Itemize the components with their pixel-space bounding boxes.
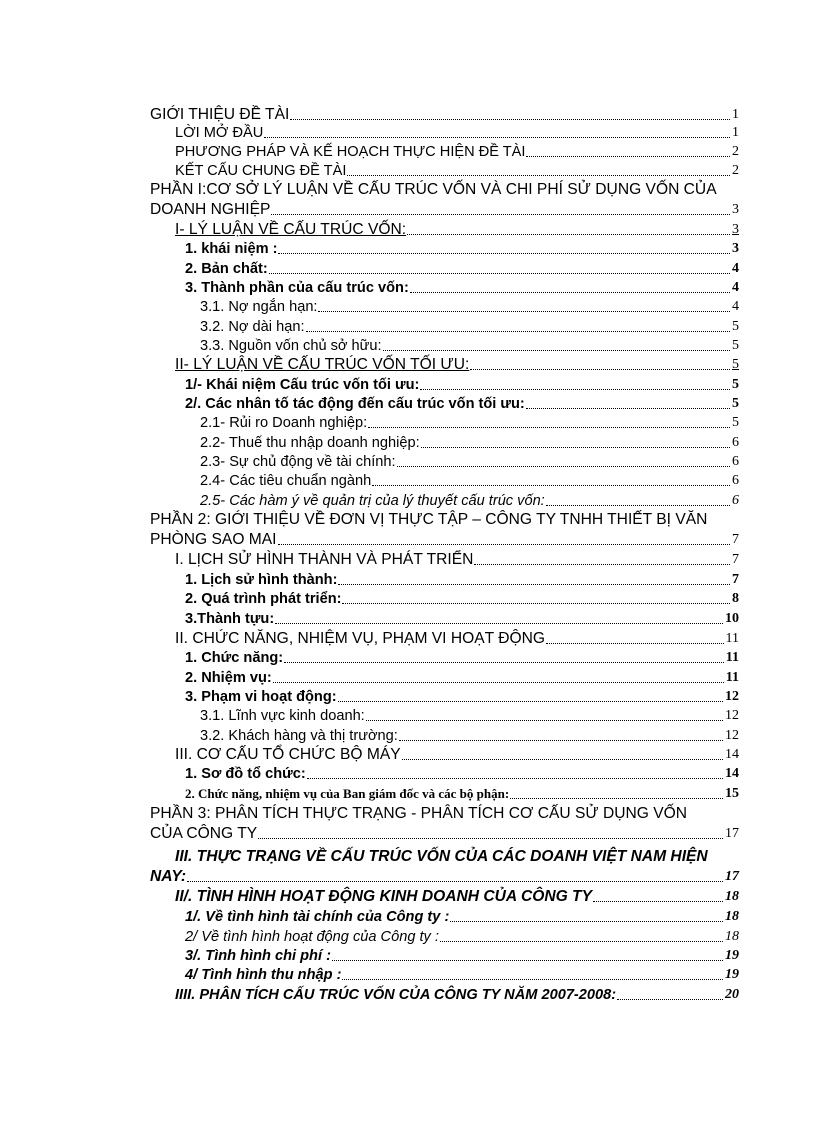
toc-page-number: 2 bbox=[732, 163, 739, 178]
toc-leader-dots bbox=[407, 234, 730, 235]
toc-page-number: 14 bbox=[725, 766, 739, 781]
toc-leader-dots bbox=[450, 921, 723, 922]
toc-entry-title: III. CƠ CẤU TỔ CHỨC BỘ MÁY bbox=[175, 746, 401, 763]
toc-entry-title: 2. Quá trình phát triển: bbox=[185, 591, 342, 607]
toc-page-number: 11 bbox=[725, 631, 739, 646]
toc-entry[interactable] bbox=[185, 240, 739, 258]
toc-leader-dots bbox=[526, 408, 730, 409]
toc-entry-title: 3.Thành tựu: bbox=[185, 611, 275, 627]
toc-entry-title: IIII. PHÂN TÍCH CẤU TRÚC VỐN CỦA CÔNG TY NĂM 2007-2008: bbox=[175, 987, 617, 1003]
toc-leader-dots bbox=[275, 623, 723, 624]
toc-entry[interactable] bbox=[200, 414, 739, 432]
toc-entry[interactable] bbox=[150, 825, 739, 843]
toc-leader-dots bbox=[368, 427, 730, 428]
toc-entry[interactable] bbox=[185, 260, 739, 278]
toc-page-number: 5 bbox=[732, 377, 739, 392]
toc-leader-dots bbox=[338, 584, 730, 585]
toc-entry[interactable] bbox=[185, 610, 739, 628]
toc-page-number: 4 bbox=[732, 261, 739, 276]
toc-page-number: 19 bbox=[725, 948, 739, 963]
toc-page-number: 18 bbox=[725, 889, 739, 904]
toc-leader-dots bbox=[420, 389, 730, 390]
toc-entry[interactable] bbox=[175, 746, 739, 764]
toc-entry-title: I- LÝ LUẬN VỀ CẤU TRÚC VỐN: bbox=[175, 221, 407, 238]
toc-leader-dots bbox=[332, 960, 723, 961]
toc-leader-dots bbox=[271, 214, 730, 215]
toc-leader-dots bbox=[278, 544, 730, 545]
toc-page-number: 6 bbox=[732, 493, 739, 508]
toc-entry[interactable] bbox=[200, 337, 739, 355]
toc-leader-dots bbox=[187, 881, 723, 882]
toc-entry-title: 3.2. Khách hàng và thị trường: bbox=[200, 728, 398, 744]
toc-entry[interactable] bbox=[175, 162, 739, 180]
toc-leader-dots bbox=[402, 759, 723, 760]
toc-page-number: 5 bbox=[732, 338, 739, 353]
toc-entry-title: 3. Phạm vi hoạt động: bbox=[185, 689, 337, 705]
toc-leader-dots bbox=[258, 838, 723, 839]
toc-leader-dots bbox=[366, 720, 723, 721]
toc-entry[interactable] bbox=[175, 356, 739, 374]
toc-leader-dots bbox=[546, 643, 724, 644]
toc-entry[interactable] bbox=[185, 669, 739, 687]
toc-leader-dots bbox=[278, 253, 730, 254]
toc-page-number: 5 bbox=[732, 396, 739, 411]
toc-leader-dots bbox=[307, 778, 723, 779]
toc-entry-title: 3.3. Nguồn vốn chủ sở hữu: bbox=[200, 338, 382, 354]
toc-entry-title: LỜI MỞ ĐẦU bbox=[175, 125, 264, 141]
toc-entry-title: PHẦN 3: PHÂN TÍCH THỰC TRẠNG - PHÂN TÍCH CƠ CẤU SỬ DỤNG VỐN bbox=[150, 805, 688, 822]
toc-leader-dots bbox=[421, 447, 730, 448]
toc-page-number: 19 bbox=[725, 967, 739, 982]
toc-entry-title: 2/. Các nhân tố tác động đến cấu trúc vốn tối ưu: bbox=[185, 396, 525, 412]
toc-page-number: 11 bbox=[725, 650, 739, 665]
toc-entry[interactable] bbox=[200, 492, 739, 510]
toc-entry-title: 2. Bản chất: bbox=[185, 261, 268, 277]
toc-entry[interactable] bbox=[175, 143, 739, 161]
toc-leader-dots bbox=[342, 603, 730, 604]
toc-entry[interactable] bbox=[185, 765, 739, 783]
toc-leader-dots bbox=[440, 941, 723, 942]
toc-page-number: 20 bbox=[725, 987, 739, 1002]
toc-entry-title: KẾT CẤU CHUNG ĐỀ TÀI bbox=[175, 163, 347, 179]
toc-entry[interactable] bbox=[150, 201, 739, 219]
toc-entry-title: 2.1- Rủi ro Doanh nghiệp: bbox=[200, 415, 368, 431]
toc-entry-title: PHẦN 2: GIỚI THIỆU VỀ ĐƠN VỊ THỰC TẬP – CÔNG TY TNHH THIẾT BỊ VĂN bbox=[150, 511, 708, 528]
toc-entry[interactable] bbox=[175, 551, 739, 569]
toc-entry-title: 1. Sơ đồ tổ chức: bbox=[185, 766, 306, 782]
toc-page-number: 3 bbox=[732, 222, 739, 237]
toc-page-number: 4 bbox=[732, 280, 739, 295]
toc-leader-dots bbox=[318, 311, 730, 312]
toc-leader-dots bbox=[593, 901, 723, 902]
toc-leader-dots bbox=[273, 682, 724, 683]
toc-entry[interactable] bbox=[185, 785, 739, 803]
toc-page-number: 15 bbox=[725, 786, 739, 801]
toc-page-number: 7 bbox=[732, 552, 739, 567]
toc-entry-title: II. CHỨC NĂNG, NHIỆM VỤ, PHẠM VI HOẠT ĐỘNG bbox=[175, 630, 545, 647]
toc-leader-dots bbox=[372, 485, 730, 486]
toc-page-number: 6 bbox=[732, 435, 739, 450]
toc-entry-title: 4/ Tình hình thu nhập : bbox=[185, 967, 342, 983]
toc-entry-title: II/. TÌNH HÌNH HOẠT ĐỘNG KINH DOANH CỦA CÔNG TY bbox=[175, 888, 592, 905]
toc-entry[interactable] bbox=[150, 181, 739, 199]
toc-entry-title: PHƯƠNG PHÁP VÀ KẾ HOẠCH THỰC HIỆN ĐỀ TÀI bbox=[175, 144, 526, 160]
toc-entry-title: 2.5- Các hàm ý về quản trị của lý thuyết cấu trúc vốn: bbox=[200, 493, 545, 509]
toc-entry-title: NAY: bbox=[150, 868, 187, 885]
toc-page-number: 14 bbox=[725, 747, 739, 762]
toc-leader-dots bbox=[383, 350, 730, 351]
toc-entry[interactable] bbox=[150, 868, 739, 886]
toc-entry[interactable] bbox=[175, 124, 739, 142]
toc-page-number: 17 bbox=[725, 869, 739, 884]
toc-page-number: 7 bbox=[732, 572, 739, 587]
toc-page-number: 5 bbox=[732, 319, 739, 334]
toc-entry-title: 1. Lịch sử hình thành: bbox=[185, 572, 338, 588]
toc-entry-title: 1. khái niệm : bbox=[185, 241, 278, 257]
toc-leader-dots bbox=[306, 331, 731, 332]
toc-entry[interactable] bbox=[185, 376, 739, 394]
toc-entry-title: 1/- Khái niệm Cấu trúc vốn tối ưu: bbox=[185, 377, 420, 393]
toc-leader-dots bbox=[397, 466, 730, 467]
toc-entry-title: 1. Chức năng: bbox=[185, 650, 284, 666]
toc-entry[interactable] bbox=[150, 106, 739, 124]
toc-entry-title: GIỚI THIỆU ĐỀ TÀI bbox=[150, 106, 290, 123]
toc-leader-dots bbox=[269, 273, 730, 274]
toc-leader-dots bbox=[510, 798, 723, 799]
toc-page-number: 1 bbox=[732, 125, 739, 140]
toc-page-number: 6 bbox=[732, 473, 739, 488]
toc-page-number: 3 bbox=[732, 241, 739, 256]
toc-entry-title: I. LỊCH SỬ HÌNH THÀNH VÀ PHÁT TRIỂN bbox=[175, 551, 474, 568]
toc-leader-dots bbox=[399, 740, 723, 741]
toc-entry-title: CỦA CÔNG TY bbox=[150, 825, 258, 842]
toc-entry[interactable] bbox=[175, 630, 739, 648]
toc-entry[interactable] bbox=[185, 688, 739, 706]
toc-entry-title: 2.3- Sự chủ động về tài chính: bbox=[200, 454, 396, 470]
toc-entry[interactable] bbox=[200, 298, 739, 316]
toc-entry-title: II- LÝ LUẬN VỀ CẤU TRÚC VỐN TỐI ƯU: bbox=[175, 356, 470, 373]
toc-leader-dots bbox=[264, 137, 730, 138]
toc-entry[interactable] bbox=[200, 453, 739, 471]
toc-entry[interactable] bbox=[175, 221, 739, 239]
toc-entry-title: 2. Chức năng, nhiệm vụ của Ban giám đốc và các bộ phận: bbox=[185, 786, 510, 801]
toc-entry[interactable] bbox=[185, 966, 739, 984]
toc-leader-dots bbox=[290, 119, 730, 120]
toc-entry[interactable] bbox=[185, 908, 739, 926]
toc-leader-dots bbox=[474, 564, 730, 565]
toc-entry[interactable] bbox=[185, 395, 739, 413]
toc-entry[interactable] bbox=[200, 472, 739, 490]
toc-leader-dots bbox=[470, 369, 730, 370]
toc-leader-dots bbox=[347, 175, 730, 176]
toc-entry-title: 2.2- Thuế thu nhập doanh nghiệp: bbox=[200, 435, 420, 451]
toc-entry[interactable] bbox=[175, 848, 739, 866]
toc-entry[interactable] bbox=[185, 571, 739, 589]
toc-entry-title: 2.4- Các tiêu chuẩn ngành bbox=[200, 473, 372, 489]
toc-entry[interactable] bbox=[150, 805, 739, 823]
toc-leader-dots bbox=[338, 701, 723, 702]
toc-entry-title: 1/. Về tình hình tài chính của Công ty : bbox=[185, 909, 450, 925]
toc-page-number: 5 bbox=[732, 357, 739, 372]
toc-leader-dots bbox=[410, 292, 730, 293]
toc-page-number: 12 bbox=[725, 689, 739, 704]
toc-page-number: 17 bbox=[725, 826, 739, 841]
toc-entry-title: 3.1. Lĩnh vực kinh doanh: bbox=[200, 708, 365, 724]
toc-page-number: 12 bbox=[725, 708, 739, 723]
toc-entry[interactable] bbox=[175, 888, 739, 906]
toc-page-number: 4 bbox=[732, 299, 739, 314]
toc-entry-title: 2. Nhiệm vụ: bbox=[185, 670, 272, 686]
toc-entry-title: PHẦN I:CƠ SỞ LÝ LUẬN VỀ CẤU TRÚC VỐN VÀ CHI PHÍ SỬ DỤNG VỐN CỦA bbox=[150, 181, 717, 198]
toc-page-number: 6 bbox=[732, 454, 739, 469]
toc-entry-title: 3/. Tình hình chi phí : bbox=[185, 948, 331, 964]
toc-page-number: 10 bbox=[725, 611, 739, 626]
toc-page-number: 18 bbox=[725, 929, 739, 944]
toc-entry[interactable] bbox=[200, 318, 739, 336]
toc-page-number: 18 bbox=[725, 909, 739, 924]
toc-page-number: 3 bbox=[732, 202, 739, 217]
toc-page-number: 7 bbox=[732, 532, 739, 547]
toc-entry-title: 2/ Về tình hình hoạt động của Công ty : bbox=[185, 929, 439, 945]
toc-entry[interactable] bbox=[185, 649, 739, 667]
toc-entry-title: 3. Thành phần của cấu trúc vốn: bbox=[185, 280, 409, 296]
toc-entry[interactable] bbox=[150, 511, 739, 529]
toc-entry[interactable] bbox=[175, 986, 739, 1004]
toc-entry-title: PHÒNG SAO MAI bbox=[150, 531, 277, 548]
toc-entry[interactable] bbox=[200, 434, 739, 452]
toc-page-number: 11 bbox=[725, 670, 739, 685]
toc-page-number: 8 bbox=[732, 591, 739, 606]
toc-entry-title: 3.2. Nợ dài hạn: bbox=[200, 319, 305, 335]
toc-entry[interactable] bbox=[185, 590, 739, 608]
toc-page-number: 2 bbox=[732, 144, 739, 159]
toc-entry-title: DOANH NGHIỆP bbox=[150, 201, 271, 218]
toc-leader-dots bbox=[284, 662, 724, 663]
toc-page-number: 5 bbox=[732, 415, 739, 430]
toc-leader-dots bbox=[526, 156, 730, 157]
toc-entry-title: 3.1. Nợ ngắn hạn: bbox=[200, 299, 318, 315]
toc-leader-dots bbox=[342, 979, 723, 980]
toc-entry-title: III. THỰC TRẠNG VỀ CẤU TRÚC VỐN CỦA CÁC DOANH VIỆT NAM HIỆN bbox=[175, 848, 708, 865]
toc-leader-dots bbox=[546, 505, 730, 506]
toc-page-number: 1 bbox=[732, 107, 739, 122]
toc-entry[interactable] bbox=[150, 531, 739, 549]
toc-page-number: 12 bbox=[725, 728, 739, 743]
toc-entry[interactable] bbox=[200, 707, 739, 725]
toc-entry[interactable] bbox=[185, 279, 739, 297]
toc-entry[interactable] bbox=[185, 928, 739, 946]
toc-entry[interactable] bbox=[200, 727, 739, 745]
toc-leader-dots bbox=[617, 999, 723, 1000]
toc-entry[interactable] bbox=[185, 947, 739, 965]
